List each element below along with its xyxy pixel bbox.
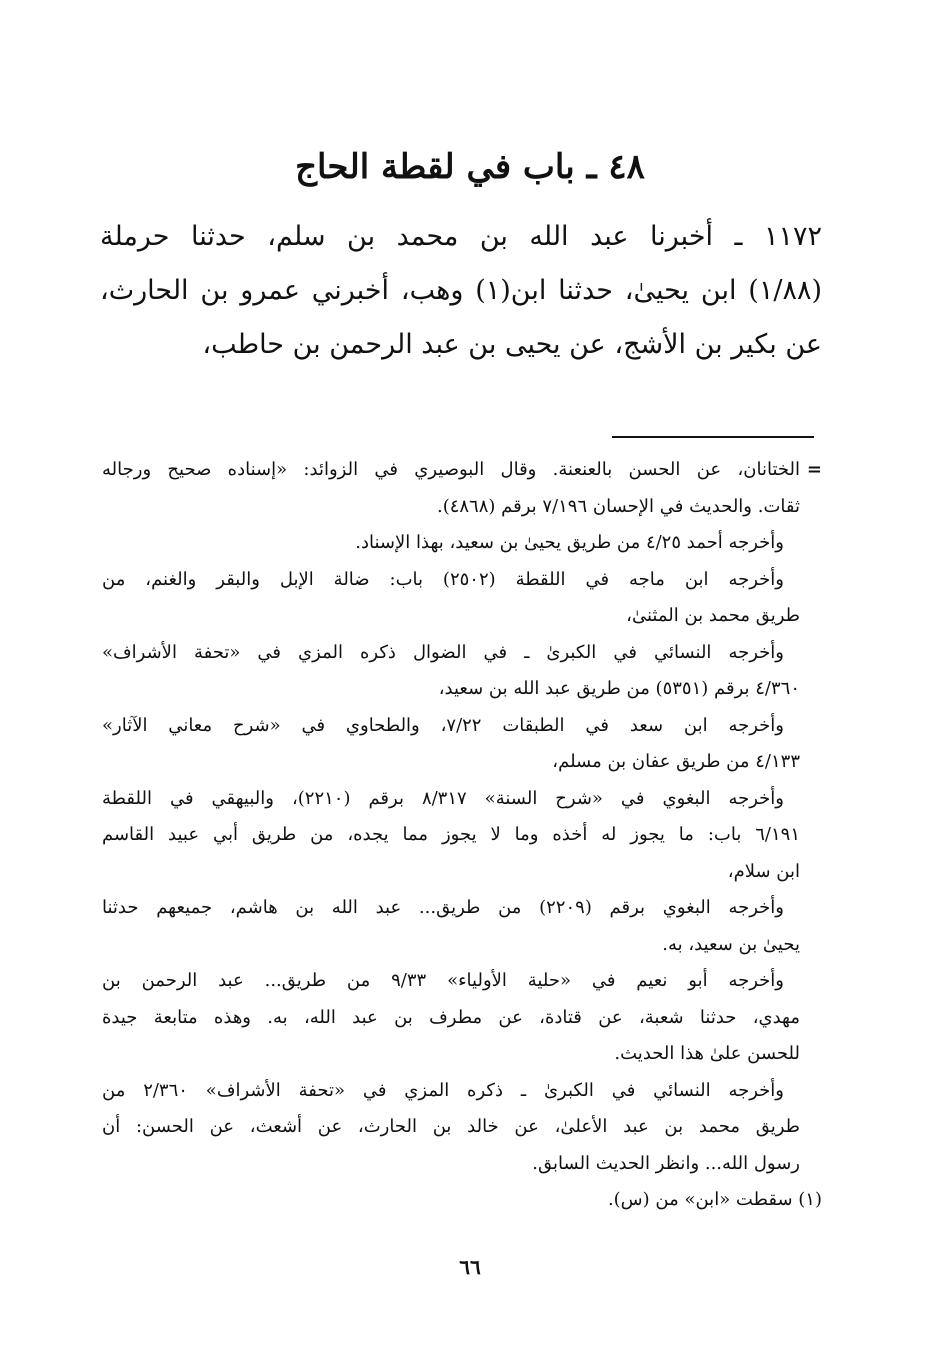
footnotes [102, 452, 822, 1219]
footnote-line: وأخرجه ابن ماجه في اللقطة (٢٥٠٢) باب: ضالة الإبل والبقر والغنم، من [102, 568, 784, 590]
chapter-title: ٤٨ ـ باب في لقطة الحاج [295, 147, 645, 187]
footnote-line: ٤/١٣٣ من طريق عفان بن مسلم، [552, 751, 800, 772]
hadith-line: (١/٨٨) ابن يحيىٰ، حدثنا ابن(١) وهب، أخبرني عمرو بن الحارث، [100, 275, 822, 306]
continuation-mark: = [806, 459, 822, 480]
footnote-line: وأخرجه أحمد ٤/٢٥ من طريق يحيىٰ بن سعيد، بهذا الإسناد. [355, 532, 784, 553]
footnote-line: مهدي، حدثنا شعبة، عن قتادة، عن مطرف بن عبد الله، به. وهذه متابعة جيدة [102, 1006, 800, 1028]
footnote-line: يحيىٰ بن سعيد، به. [662, 933, 800, 955]
page-number: ٦٦ [459, 1255, 481, 1279]
footnote-line: وأخرجه أبو نعيم في «حلية الأولياء» ٩/٣٣ من طريق... عبد الرحمن بن [102, 970, 784, 991]
footnote-line: رسول الله... وانظر الحديث السابق. [532, 1152, 800, 1174]
footnote-line: وأخرجه البغوي برقم (٢٢٠٩) من طريق... عبد الله بن هاشم، جميعهم حدثنا [102, 897, 784, 918]
footnote-line: وأخرجه البغوي في «شرح السنة» ٨/٣١٧ برقم (٢٢١٠)، والبيهقي في اللقطة [102, 787, 784, 809]
footnote-separator [612, 436, 814, 438]
footnote-line: للحسن علىٰ هذا الحديث. [614, 1043, 800, 1064]
footnote-line: وأخرجه النسائي في الكبرىٰ ـ ذكره المزي في «تحفة الأشراف» ٢/٣٦٠ من [102, 1079, 784, 1101]
hadith-line: عن بكير بن الأشج، عن يحيى بن عبد الرحمن بن حاطب، [202, 329, 822, 360]
footnote-1: (١) سقطت «ابن» من (س). [607, 1189, 822, 1210]
footnote-line: وأخرجه ابن سعد في الطبقات ٧/٢٢، والطحاوي في «شرح معاني الآثار» [102, 714, 784, 736]
footnote-line: ٦/١٩١ باب: ما يجوز له أخذه وما لا يجوز مما يجده، من طريق أبي عبيد القاسم [102, 824, 800, 845]
footnote-line: طريق محمد بن المثنىٰ، [626, 605, 800, 626]
footnote-line: الختانان، عن الحسن بالعنعنة. وقال البوصيري في الزوائد: «إسناده صحيح ورجاله [102, 459, 800, 480]
footnote-line: ٤/٣٦٠ برقم (٥٣٥١) من طريق عبد الله بن سعيد، [438, 678, 800, 699]
footnote-line: ثقات. والحديث في الإحسان ٧/١٩٦ برقم (٤٨٦٨). [436, 495, 800, 517]
footnote-line: وأخرجه النسائي في الكبرىٰ ـ في الضوال ذكره المزي في «تحفة الأشراف» [102, 641, 784, 663]
hadith-line: ١١٧٢ ـ أخبرنا عبد الله بن محمد بن سلم، حدثنا حرملة [100, 221, 822, 252]
footnote-line: طريق محمد بن عبد الأعلىٰ، عن خالد بن الحارث، عن أشعث، عن الحسن: أن [102, 1116, 800, 1137]
hadith-text [100, 210, 822, 372]
footnote-line: ابن سلام، [727, 860, 800, 882]
